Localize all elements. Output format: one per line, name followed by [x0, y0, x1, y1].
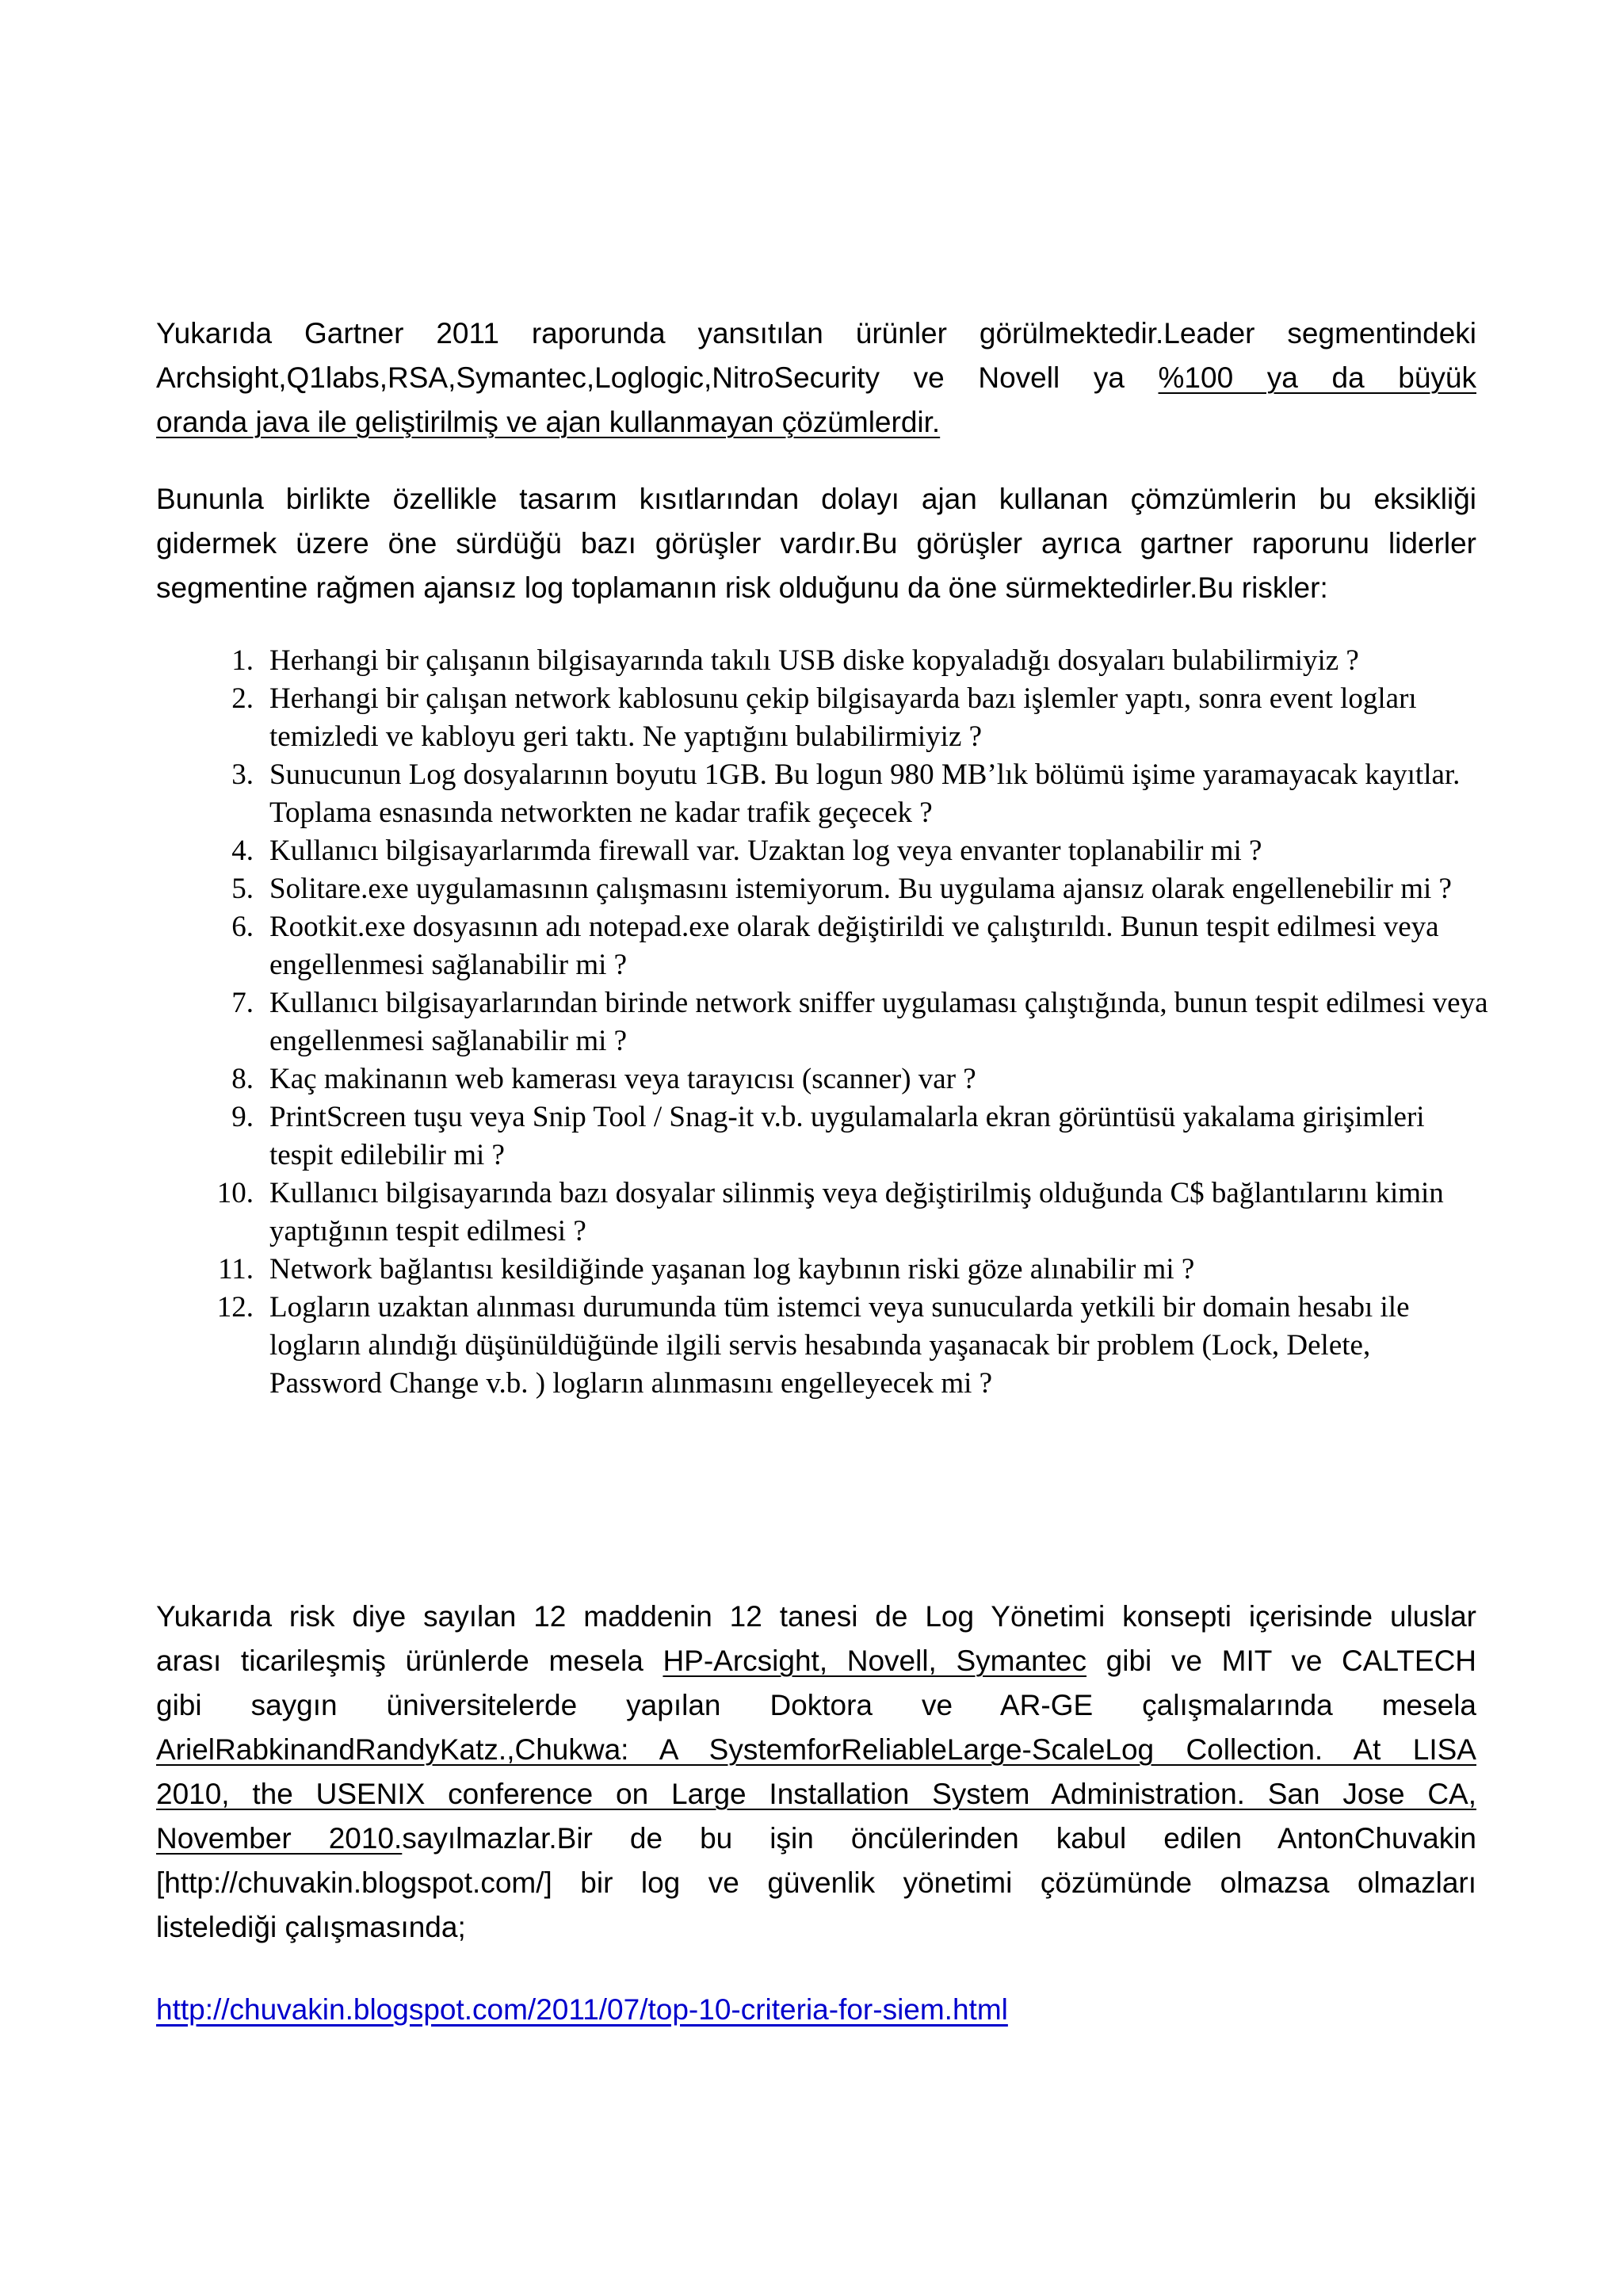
list-item	[158, 1060, 1490, 1098]
list-item-number: 9.	[231, 1101, 254, 1133]
list-item-number: 5.	[231, 873, 254, 905]
paragraph2-line3: segmentine rağmen ajansız log toplamanın risk olduğunu da öne sürmektedirler.Bu riskler:	[156, 571, 1328, 604]
paragraph1-line1: Yukarıda Gartner 2011 raporunda yansıtılan ürünler görülmektedir.Leader segmentindeki	[156, 317, 1476, 350]
paragraph3-line6-text: sayılmazlar.Bir de bu işin öncülerinden kabul edilen AntonChuvakin	[402, 1822, 1476, 1855]
list-item-number: 12.	[216, 1291, 254, 1324]
list-item-number: 8.	[231, 1063, 254, 1095]
list-item-text: Kaç makinanın web kamerası veya tarayıcısı (scanner) var ?	[269, 1063, 976, 1095]
paragraph1-line2	[156, 356, 1476, 400]
citation-line1: ArielRabkinandRandyKatz.,Chukwa: A SystemforReliableLarge-ScaleLog Collection. At LISA	[156, 1733, 1476, 1766]
chuvakin-siem-link[interactable]: http://chuvakin.blogspot.com/2011/07/top-10-criteria-for-siem.html	[156, 1993, 1008, 2026]
list-item-number: 7.	[231, 987, 254, 1019]
paragraph1-line2-text: Archsight,Q1labs,RSA,Symantec,Loglogic,NitroSecurity ve Novell ya	[156, 361, 1159, 394]
paragraph3-line6	[156, 1817, 1476, 1861]
list-item	[158, 908, 1490, 984]
citation-line3: November 2010.	[156, 1822, 403, 1855]
list-item-number: 2.	[231, 682, 254, 715]
list-item-text: Kullanıcı bilgisayarlarımda firewall var. Uzaktan log veya envanter toplanabilir mi ?	[269, 835, 1262, 867]
paragraph2-line2: gidermek üzere öne sürdüğü bazı görüşler vardır.Bu görüşler ayrıca gartner raporunu liderler	[156, 527, 1476, 560]
list-item	[158, 680, 1490, 756]
list-item	[158, 1098, 1490, 1175]
list-item	[158, 1289, 1490, 1403]
paragraph-gartner	[156, 311, 1476, 445]
list-item-text: Herhangi bir çalışan network kablosunu çekip bilgisayarda bazı işlemler yaptı, sonra event logları temizledi ve kabloyu geri taktı. Ne yaptığını bulabilirmiyiz ?	[269, 682, 1417, 753]
list-item-text: Rootkit.exe dosyasının adı notepad.exe olarak değiştirildi ve çalıştırıldı. Bunun tespit edilmesi veya engellenmesi sağlanabilir mi ?	[269, 911, 1439, 981]
paragraph3-line2-text-a: arası ticarileşmiş ürünlerde mesela	[156, 1645, 663, 1677]
reference-link-block	[156, 1988, 1008, 2032]
paragraph3-line2	[156, 1639, 1476, 1683]
paragraph-summary	[156, 1595, 1476, 1950]
list-item-number: 11.	[218, 1253, 254, 1286]
list-item-text: Kullanıcı bilgisayarında bazı dosyalar silinmiş veya değiştirilmiş olduğunda C$ bağlantılarını kimin yaptığının tespit edilmesi ?	[269, 1177, 1444, 1247]
list-item	[158, 642, 1490, 680]
list-item-text: Herhangi bir çalışanın bilgisayarında takılı USB diske kopyaladığı dosyaları bulabilirmiyiz ?	[269, 644, 1359, 677]
list-item	[158, 1251, 1490, 1289]
citation-line2: 2010, the USENIX conference on Large Installation System Administration. San Jose CA,	[156, 1778, 1476, 1810]
list-item-number: 10.	[216, 1177, 254, 1209]
paragraph3-line2-text-b: gibi ve MIT ve CALTECH	[1086, 1645, 1477, 1677]
paragraph1-line2-underlined: %100 ya da büyük	[1158, 361, 1476, 394]
list-item-text: PrintScreen tuşu veya Snip Tool / Snag-it v.b. uygulamalarla ekran görüntüsü yakalama girişimleri tespit edilebilir mi ?	[269, 1101, 1425, 1171]
paragraph3-line1: Yukarıda risk diye sayılan 12 maddenin 12 tanesi de Log Yönetimi konsepti içerisinde uluslar	[156, 1600, 1476, 1633]
products-link[interactable]: HP-Arcsight, Novell, Symantec	[663, 1645, 1087, 1677]
list-item-number: 3.	[231, 758, 254, 791]
list-item-number: 4.	[231, 835, 254, 867]
paragraph2-line1: Bununla birlikte özellikle tasarım kısıtlarından dolayı ajan kullanan çömzümlerin bu eksikliği	[156, 483, 1476, 515]
list-item-number: 6.	[231, 911, 254, 943]
list-item-text: Kullanıcı bilgisayarlarından birinde network sniffer uygulaması çalıştığında, bunun tespit edilmesi veya engellenmesi sağlanabilir mi ?	[269, 987, 1488, 1057]
paragraph3-line3: gibi saygın üniversitelerde yapılan Doktora ve AR-GE çalışmalarında mesela	[156, 1689, 1476, 1721]
list-item-text: Solitare.exe uygulamasının çalışmasını istemiyorum. Bu uygulama ajansız olarak engellenebilir mi ?	[269, 873, 1452, 905]
list-item	[158, 832, 1490, 870]
paragraph-agent-views	[156, 477, 1476, 610]
list-item	[158, 756, 1490, 832]
list-item	[158, 1175, 1490, 1251]
list-item-number: 1.	[231, 644, 254, 677]
list-item-text: Network bağlantısı kesildiğinde yaşanan log kaybının riski göze alınabilir mi ?	[269, 1253, 1195, 1286]
list-item-text: Sunucunun Log dosyalarının boyutu 1GB. Bu logun 980 MB’lık bölümü işime yaramayacak kayıtlar. Toplama esnasında networkten ne kadar trafik geçecek ?	[269, 758, 1461, 829]
paragraph3-line7: [http://chuvakin.blogspot.com/] bir log ve güvenlik yönetimi çözümünde olmazsa olmazları	[156, 1866, 1476, 1899]
list-item	[158, 870, 1490, 908]
paragraph1-line3-underlined: oranda java ile geliştirilmiş ve ajan kullanmayan çözümlerdir.	[156, 406, 941, 438]
paragraph3-line8: listelediği çalışmasında;	[156, 1911, 466, 1943]
list-item-text: Logların uzaktan alınması durumunda tüm istemci veya sunucularda yetkili bir domain hesabı ile logların alındığı düşünüldüğünde ilgili servis hesabında yaşanacak bir problem (Lock, Delete, Password Change v.b. ) logların alınmasını engelleyecek mi ?	[269, 1291, 1410, 1400]
risk-list	[158, 642, 1490, 1403]
list-item	[158, 984, 1490, 1060]
